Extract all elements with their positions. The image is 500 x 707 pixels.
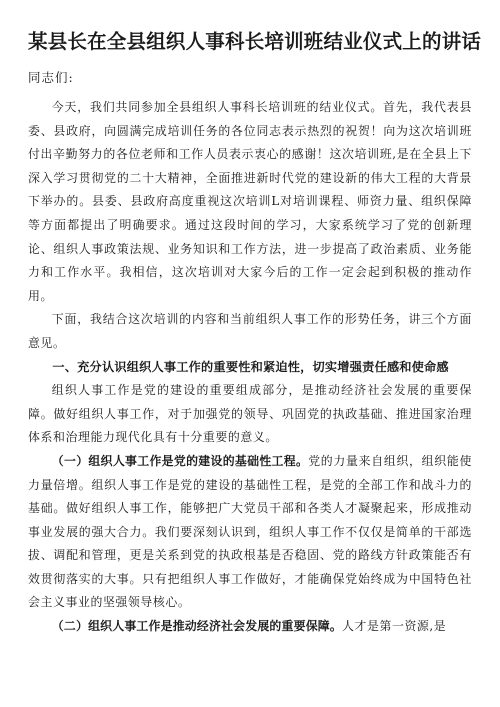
paragraph-subsection-2 [28,615,472,639]
subsection-body-1: 党的力量来自组织，组织能使力量倍增。组织人事工作是党的建设的基础性工程，是党的全部工作和战斗力的基础。做好组织人事工作，能够把广大党员干部和各类人才凝聚起来，形成推动事业发展的强大合力。我们要深刻认识到，组织人事工作不仅仅是简单的干部选拔、调配和管理，更是关系到党的执政根基是否稳固、党的路线方针政策能否有效贯彻落实的大事。只有把组织人事工作做好，才能确保党始终成为中国特色社会主义事业的坚强领导核心。 [28,453,472,610]
paragraph-intro-three-aspects: 下面，我结合这次培训的内容和当前组织人事工作的形势任务，讲三个方面意见。 [28,312,472,350]
section-heading-1: 一、充分认识组织人事工作的重要性和紧迫性，切实增强责任感和使命感 [52,359,449,374]
subsection-heading-2: （二）组织人事工作是推动经济社会发展的重要保障。 [51,619,342,634]
paragraph-subsection-1 [28,450,472,615]
paragraph-section-1-intro: 组织人事工作是党的建设的重要组成部分，是推动经济社会发展的重要保障。做好组织人事工作，对于加强党的领导、巩固党的执政基础、推进国家治理体系和治理能力现代化具有十分重要的意义。 [28,383,472,445]
salutation: 同志们: [28,70,74,85]
subsection-body-2: 人才是第一资源,是 [341,619,447,634]
paragraph-opening: 今天，我们共同参加全县组织人事科长培训班的结业仪式。首先，我代表县委、县政府，向圆满完成培训任务的各位同志表示热烈的祝贺！向为这次培训班付出辛勤努力的各位老师和工作人员表示衷心的感谢！这次培训班,是在全县上下深入学习贯彻党的二十大精神，全面推进新时代党的建设新的伟大工程的大背景下举办的。县委、县政府高度重视这次培训L对培训课程、师资力量、组织保障等方面都提出了明确要求。通过这段时间的学习，大家系统学习了党的创新理论、组织人事政策法规、业务知识和工作方法，进一步提高了政治素质、业务能力和工作水平。我相信，这次培训对大家今后的工作一定会起到积极的推动作用。 [28,100,472,303]
document-title: 某县长在全县组织人事科长培训班结业仪式上的讲话 [28,30,482,53]
subsection-heading-1: （一）组织人事工作是党的建设的基础性工程。 [51,453,309,468]
